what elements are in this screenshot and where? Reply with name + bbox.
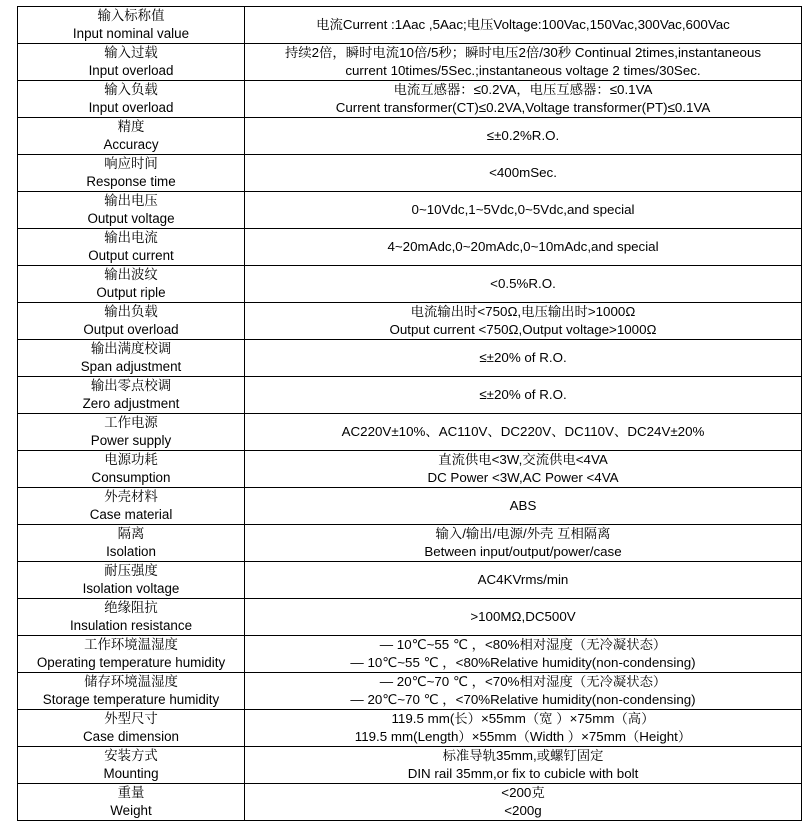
value-line-2: current 10times/5Sec.;instantaneous voltage 2 times/30Sec. <box>345 63 701 78</box>
param-cell <box>18 451 245 488</box>
param-cell <box>18 673 245 710</box>
param-name-en: Output overload <box>83 322 179 337</box>
value-line-1: 0~10Vdc,1~5Vdc,0~5Vdc,and special <box>411 202 635 217</box>
value-cell <box>245 118 802 155</box>
param-name-en: Mounting <box>103 766 159 781</box>
param-name-en: Isolation voltage <box>82 581 180 596</box>
spec-row <box>18 155 802 192</box>
value-line-1: 输入/输出/电源/外壳 互相隔离 <box>435 526 611 541</box>
value-line-1: 电流互感器：≤0.2VA，电压互感器：≤0.1VA <box>393 82 653 97</box>
value-line-1: ABS <box>509 498 537 513</box>
value-line-2: Current transformer(CT)≤0.2VA,Voltage transformer(PT)≤0.1VA <box>335 100 711 115</box>
param-name-cn: 外壳材料 <box>104 489 158 504</box>
param-name-en: Input overload <box>88 100 174 115</box>
param-cell <box>18 747 245 784</box>
spec-row <box>18 377 802 414</box>
spec-row <box>18 525 802 562</box>
value-cell <box>245 192 802 229</box>
value-cell <box>245 488 802 525</box>
value-line-2: DC Power <3W,AC Power <4VA <box>427 470 619 485</box>
value-cell <box>245 562 802 599</box>
value-line-1: 电流Current :1Aac ,5Aac;电压Voltage:100Vac,150Vac,300Vac,600Vac <box>316 17 730 32</box>
spec-row <box>18 636 802 673</box>
param-name-cn: 输出满度校调 <box>90 341 172 356</box>
value-cell <box>245 44 802 81</box>
param-name-cn: 工作环境温湿度 <box>84 637 178 652</box>
value-line-1: — 10℃~55 ℃ ，<80%相对湿度（无冷凝状态） <box>379 637 667 652</box>
spec-row <box>18 451 802 488</box>
param-name-cn: 输出零点校调 <box>90 378 172 393</box>
value-cell <box>245 414 802 451</box>
value-line-1: <400mSec. <box>489 165 557 180</box>
spec-row <box>18 266 802 303</box>
param-name-cn: 电源功耗 <box>104 452 158 467</box>
value-line-2: Output current <750Ω,Output voltage>1000Ω <box>389 322 657 337</box>
value-line-2: — 20℃~70 ℃ ，<70%Relative humidity(non-condensing) <box>350 692 696 707</box>
value-line-1: 标准导轨35mm,或螺钉固定 <box>442 748 604 763</box>
value-cell <box>245 673 802 710</box>
param-name-cn: 输入标称值 <box>97 8 165 23</box>
param-cell <box>18 599 245 636</box>
param-name-cn: 外型尺寸 <box>104 711 158 726</box>
param-name-en: Weight <box>110 803 152 818</box>
spec-row <box>18 118 802 155</box>
param-name-cn: 输入过载 <box>104 45 158 60</box>
value-line-1: AC4KVrms/min <box>477 572 569 587</box>
param-name-cn: 储存环境温湿度 <box>84 674 178 689</box>
param-name-cn: 安装方式 <box>104 748 158 763</box>
value-line-1: >100MΩ,DC500V <box>470 609 576 624</box>
param-cell <box>18 7 245 44</box>
value-line-2: Between input/output/power/case <box>424 544 622 559</box>
param-name-en: Case material <box>89 507 173 522</box>
spec-row <box>18 784 802 821</box>
param-name-cn: 隔离 <box>117 526 145 541</box>
value-cell <box>245 7 802 44</box>
value-line-2: — 10℃~55 ℃ ，<80%Relative humidity(non-condensing) <box>350 655 696 670</box>
param-name-cn: 输出电压 <box>104 193 158 208</box>
param-name-en: Operating temperature humidity <box>36 655 226 670</box>
param-name-en: Input overload <box>88 63 174 78</box>
param-name-en: Insulation resistance <box>69 618 193 633</box>
param-name-cn: 输出波纹 <box>104 267 158 282</box>
value-line-1: <200克 <box>501 785 545 800</box>
param-name-cn: 耐压强度 <box>104 563 158 578</box>
value-cell <box>245 784 802 821</box>
param-name-en: Power supply <box>90 433 172 448</box>
value-cell <box>245 747 802 784</box>
param-name-en: Case dimension <box>82 729 180 744</box>
spec-row <box>18 599 802 636</box>
value-cell <box>245 710 802 747</box>
param-cell <box>18 488 245 525</box>
value-line-1: 119.5 mm(长）×55mm（宽 ）×75mm（高） <box>391 711 655 726</box>
param-name-cn: 工作电源 <box>104 415 158 430</box>
spec-row <box>18 303 802 340</box>
spec-table <box>17 6 802 821</box>
spec-row <box>18 414 802 451</box>
param-name-en: Isolation <box>106 544 156 559</box>
value-cell <box>245 636 802 673</box>
param-cell <box>18 784 245 821</box>
value-line-1: AC220V±10%、AC110V、DC220V、DC110V、DC24V±20% <box>341 424 705 439</box>
param-name-en: Consumption <box>91 470 171 485</box>
param-cell <box>18 710 245 747</box>
value-line-1: 4~20mAdc,0~20mAdc,0~10mAdc,and special <box>387 239 659 254</box>
value-line-1: ≤±0.2%R.O. <box>486 128 560 143</box>
value-line-1: 直流供电<3W,交流供电<4VA <box>438 452 608 467</box>
value-line-1: <0.5%R.O. <box>490 276 556 291</box>
value-cell <box>245 155 802 192</box>
param-cell <box>18 81 245 118</box>
value-line-2: <200g <box>504 803 542 818</box>
param-name-cn: 输入负载 <box>104 82 158 97</box>
param-name-en: Accuracy <box>103 137 159 152</box>
param-cell <box>18 192 245 229</box>
value-cell <box>245 81 802 118</box>
spec-row <box>18 340 802 377</box>
param-cell <box>18 303 245 340</box>
value-cell <box>245 340 802 377</box>
param-name-en: Input nominal value <box>72 26 190 41</box>
param-cell <box>18 155 245 192</box>
value-line-1: ≤±20% of R.O. <box>479 350 567 365</box>
param-cell <box>18 44 245 81</box>
param-cell <box>18 525 245 562</box>
value-line-2: 119.5 mm(Length）×55mm（Width ）×75mm（Height） <box>354 729 692 744</box>
param-name-cn: 精度 <box>117 119 145 134</box>
value-cell <box>245 303 802 340</box>
spec-row <box>18 7 802 44</box>
param-name-en: Storage temperature humidity <box>42 692 220 707</box>
spec-row <box>18 710 802 747</box>
spec-row <box>18 229 802 266</box>
param-name-en: Output voltage <box>87 211 175 226</box>
param-cell <box>18 377 245 414</box>
param-cell <box>18 118 245 155</box>
param-cell <box>18 340 245 377</box>
param-cell <box>18 562 245 599</box>
spec-row <box>18 192 802 229</box>
param-name-cn: 输出负载 <box>104 304 158 319</box>
value-cell <box>245 525 802 562</box>
param-name-en: Response time <box>86 174 176 189</box>
value-cell <box>245 377 802 414</box>
spec-row <box>18 747 802 784</box>
value-cell <box>245 451 802 488</box>
value-cell <box>245 599 802 636</box>
value-line-1: 电流输出时<750Ω,电压输出时>1000Ω <box>410 304 636 319</box>
spec-row <box>18 81 802 118</box>
spec-row <box>18 562 802 599</box>
value-line-2: DIN rail 35mm,or fix to cubicle with bolt <box>407 766 639 781</box>
param-cell <box>18 229 245 266</box>
param-cell <box>18 266 245 303</box>
spec-table-body <box>18 7 802 821</box>
param-name-en: Zero adjustment <box>82 396 180 411</box>
param-name-en: Output current <box>88 248 174 263</box>
param-name-cn: 重量 <box>117 785 145 800</box>
param-name-en: Span adjustment <box>80 359 182 374</box>
param-name-cn: 绝缘阻抗 <box>104 600 158 615</box>
value-line-1: ≤±20% of R.O. <box>479 387 567 402</box>
value-line-1: — 20℃~70 ℃ ，<70%相对湿度（无冷凝状态） <box>379 674 667 689</box>
param-name-cn: 响应时间 <box>104 156 158 171</box>
spec-row <box>18 44 802 81</box>
param-cell <box>18 636 245 673</box>
param-name-cn: 输出电流 <box>104 230 158 245</box>
spec-row <box>18 488 802 525</box>
param-name-en: Output riple <box>96 285 166 300</box>
param-cell <box>18 414 245 451</box>
value-cell <box>245 229 802 266</box>
value-line-1: 持续2倍，瞬时电流10倍/5秒；瞬时电压2倍/30秒 Continual 2times,instantaneous <box>284 45 762 60</box>
value-cell <box>245 266 802 303</box>
spec-row <box>18 673 802 710</box>
